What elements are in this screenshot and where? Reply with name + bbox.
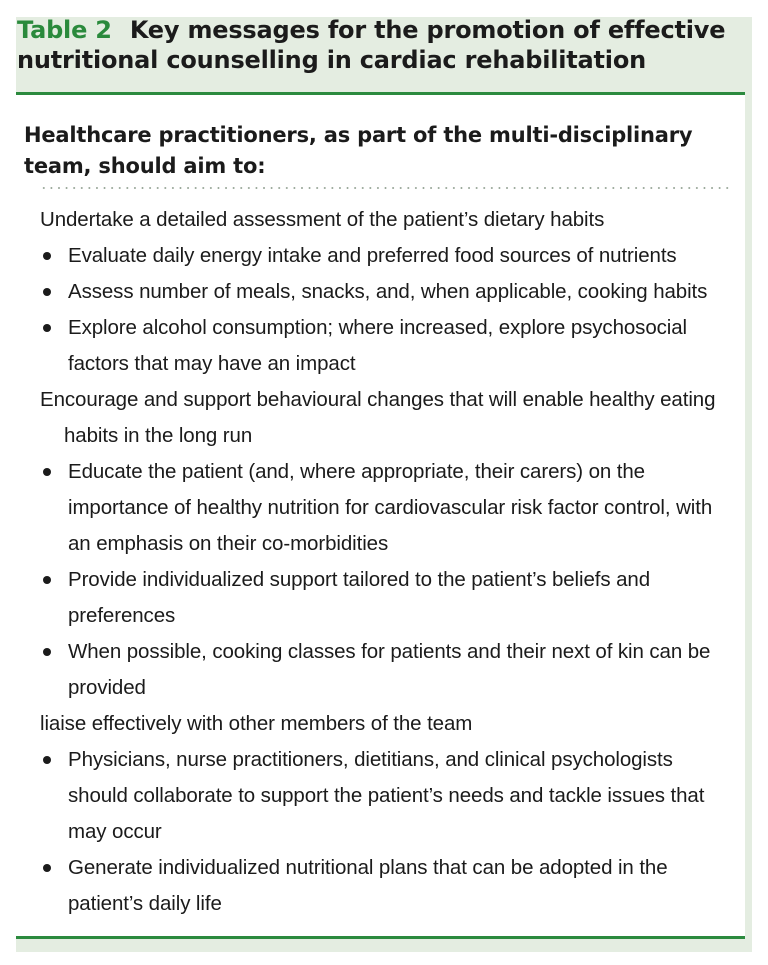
- list-item: [40, 742, 732, 850]
- list-item-text: Generate individualized nutritional plans that can be adopted in the patient’s daily life: [68, 856, 668, 915]
- list-item-text: Evaluate daily energy intake and preferred food sources of nutrients: [68, 244, 677, 267]
- bullet-icon: [43, 468, 51, 476]
- table-title-text: Key messages for the promotion of effective nutritional counselling in cardiac rehabilitation: [17, 16, 726, 74]
- bullet-icon: [43, 288, 51, 296]
- list-item: [40, 310, 732, 382]
- bottom-divider: [16, 936, 745, 939]
- bullet-icon: [43, 864, 51, 872]
- bullet-icon: [43, 252, 51, 260]
- bullet-icon: [43, 576, 51, 584]
- section-title-assessment: Undertake a detailed assessment of the patient’s dietary habits: [40, 208, 605, 231]
- list-item: [40, 238, 732, 274]
- section-title-behaviour: [40, 382, 740, 454]
- section-title-line: habits in the long run: [64, 424, 253, 447]
- section-title-line: Encourage and support behavioural changes that will enable healthy eating: [40, 388, 716, 411]
- list-item: [40, 634, 732, 706]
- column-heading: Healthcare practitioners, as part of the multi-disciplinary team, should aim to:: [24, 123, 693, 178]
- section-title-liaise: liaise effectively with other members of the team: [40, 712, 473, 735]
- list-item-text: Physicians, nurse practitioners, dietitians, and clinical psychologists should collaborate to support the patient’s needs and tackle issues that may occur: [68, 748, 705, 843]
- list-item: [40, 850, 732, 922]
- list-item-text: Educate the patient (and, where appropriate, their carers) on the importance of healthy nutrition for cardiovascular risk factor control, with an emphasis on their co-morbidities: [68, 460, 713, 555]
- list-item-text: Provide individualized support tailored to the patient’s beliefs and preferences: [68, 568, 651, 627]
- bullet-icon: [43, 324, 51, 332]
- list-item: [40, 562, 732, 634]
- list-item-text: Assess number of meals, snacks, and, when applicable, cooking habits: [68, 280, 708, 303]
- bullet-icon: [43, 756, 51, 764]
- bullet-icon: [43, 648, 51, 656]
- list-item-text: Explore alcohol consumption; where increased, explore psychosocial factors that may have an impact: [68, 316, 687, 375]
- list-item-text: When possible, cooking classes for patients and their next of kin can be provided: [68, 640, 711, 699]
- list-item: [40, 454, 732, 562]
- table-label: Table 2: [17, 16, 112, 44]
- dotted-divider: [40, 187, 732, 189]
- list-item: [40, 274, 732, 310]
- table-title: [17, 15, 727, 75]
